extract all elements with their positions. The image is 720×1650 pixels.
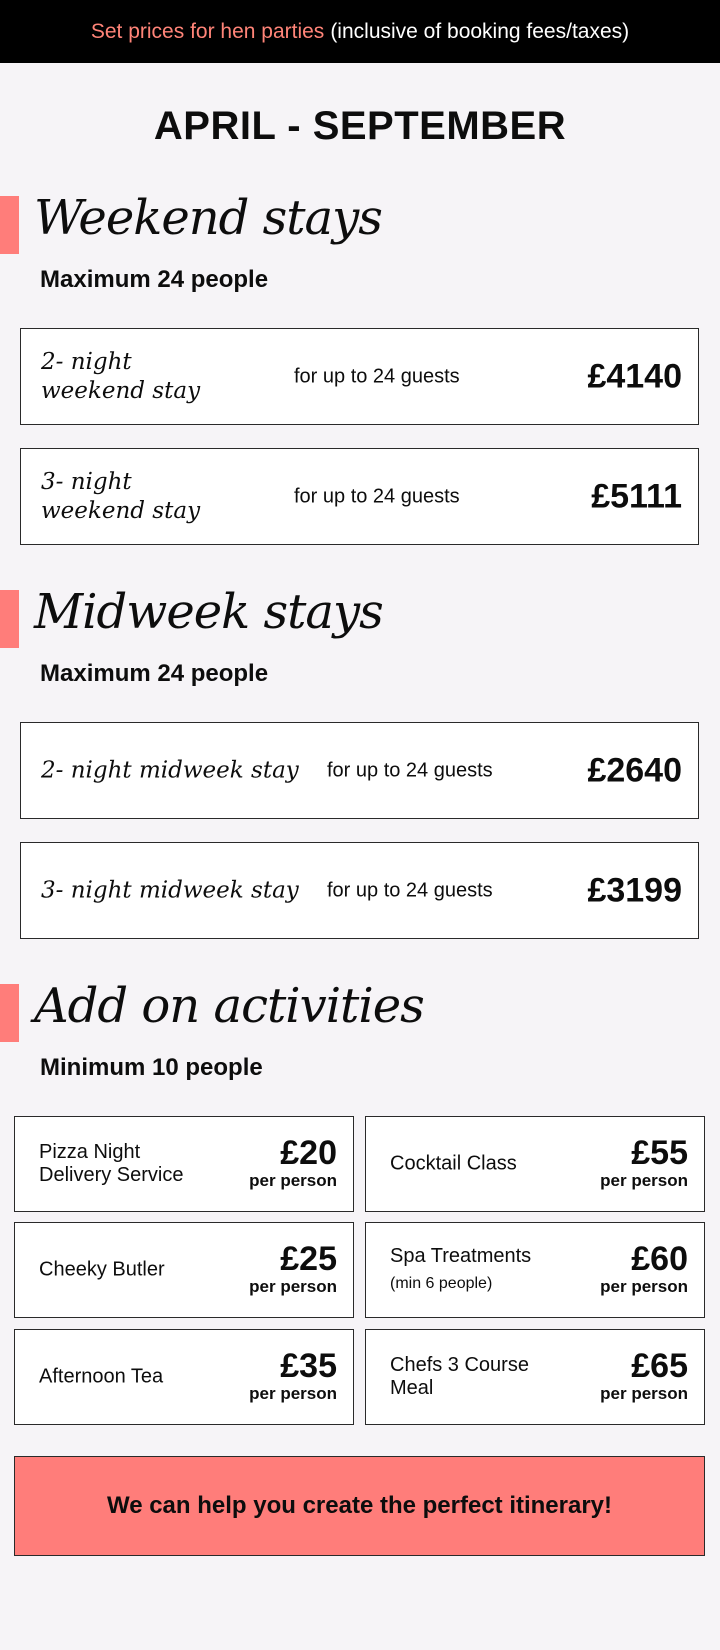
stay-guests: for up to 24 guests xyxy=(294,365,460,387)
activity-note: (min 6 people) xyxy=(390,1275,493,1292)
activity-name: Afternoon Tea xyxy=(39,1365,164,1388)
activity-unit: per person xyxy=(249,1384,337,1403)
stay-card-midweek-2 xyxy=(20,722,699,819)
addons-title: Add on activities xyxy=(34,978,424,1034)
stay-price: £3199 xyxy=(587,871,682,909)
midweek-title: Midweek stays xyxy=(34,584,383,640)
midweek-subtitle: Maximum 24 people xyxy=(40,660,269,687)
section-accent-bar xyxy=(0,590,19,648)
activity-card-chefs-meal xyxy=(365,1329,705,1425)
activity-name: Pizza Night Delivery Service xyxy=(39,1141,184,1186)
activity-card-cocktail xyxy=(365,1116,705,1212)
section-accent-bar xyxy=(0,984,19,1042)
activity-unit: per person xyxy=(600,1171,688,1190)
top-banner xyxy=(0,0,720,63)
activity-unit: per person xyxy=(249,1277,337,1296)
banner-note: (inclusive of booking fees/taxes) xyxy=(330,19,630,43)
stay-card-weekend-2 xyxy=(20,328,699,425)
stay-guests: for up to 24 guests xyxy=(327,879,493,901)
activity-price xyxy=(249,1241,337,1297)
stay-card-weekend-3 xyxy=(20,448,699,545)
stay-price: £5111 xyxy=(591,477,682,515)
activity-amount: £20 xyxy=(280,1134,337,1172)
activity-card-pizza xyxy=(14,1116,354,1212)
activity-price xyxy=(600,1135,688,1191)
stay-name: 3- night midweek stay xyxy=(41,877,299,903)
stay-guests: for up to 24 guests xyxy=(327,759,493,781)
section-accent-bar xyxy=(0,196,19,254)
stay-card-midweek-3 xyxy=(20,842,699,939)
weekend-title: Weekend stays xyxy=(34,190,382,246)
activity-amount: £55 xyxy=(631,1134,688,1172)
activity-name xyxy=(390,1245,565,1295)
activity-price xyxy=(600,1241,688,1297)
activity-unit: per person xyxy=(249,1171,337,1190)
activity-unit: per person xyxy=(600,1384,688,1403)
activity-amount: £35 xyxy=(280,1347,337,1385)
activity-amount: £60 xyxy=(631,1240,688,1278)
stay-name: 2- night weekend stay xyxy=(41,348,201,404)
activity-name: Cocktail Class xyxy=(390,1152,517,1175)
activity-name: Chefs 3 Course Meal xyxy=(390,1354,529,1399)
activity-price xyxy=(249,1135,337,1191)
stay-name: 2- night midweek stay xyxy=(41,757,299,783)
stay-price: £4140 xyxy=(587,357,682,395)
season-heading: APRIL - SEPTEMBER xyxy=(153,104,567,148)
weekend-subtitle: Maximum 24 people xyxy=(40,266,269,293)
activity-amount: £65 xyxy=(631,1347,688,1385)
activity-card-spa xyxy=(365,1222,705,1318)
itinerary-cta-button[interactable]: We can help you create the perfect itinerary! xyxy=(14,1456,705,1556)
banner-highlight: Set prices for hen parties xyxy=(90,19,325,43)
stay-price: £2640 xyxy=(587,751,682,789)
stay-guests: for up to 24 guests xyxy=(294,485,460,507)
activity-card-butler xyxy=(14,1222,354,1318)
activity-price xyxy=(249,1348,337,1404)
activity-name: Cheeky Butler xyxy=(39,1258,165,1281)
activity-name-text: Spa Treatments xyxy=(390,1245,532,1267)
activity-price xyxy=(600,1348,688,1404)
activity-card-afternoon-tea xyxy=(14,1329,354,1425)
stay-name: 3- night weekend stay xyxy=(41,468,201,524)
activity-amount: £25 xyxy=(280,1240,337,1278)
addons-subtitle: Minimum 10 people xyxy=(40,1054,263,1081)
activity-unit: per person xyxy=(600,1277,688,1296)
